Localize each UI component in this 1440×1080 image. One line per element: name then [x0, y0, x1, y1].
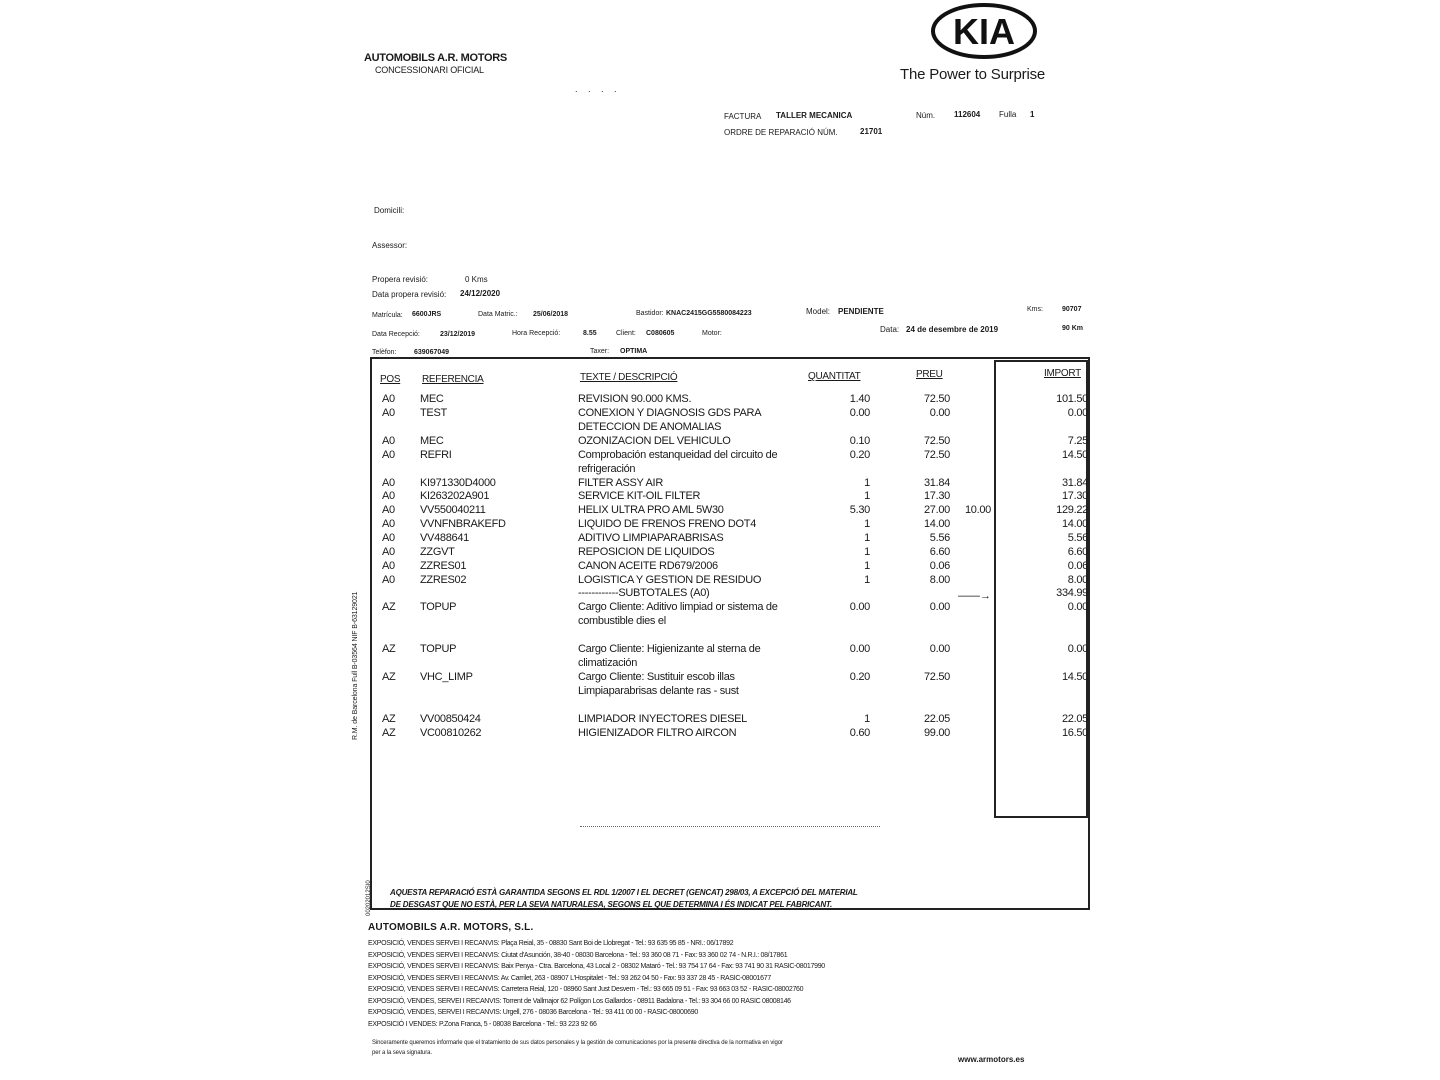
privacy-note-2: per a la seva signatura.	[372, 1050, 432, 1056]
kia-logo-icon	[930, 2, 1038, 60]
order-value: 21701	[860, 127, 883, 136]
row-description: CONEXION Y DIAGNOSIS GDS PARA DETECCION DE ANOMALIAS	[578, 407, 761, 433]
client-label: Client:	[616, 330, 636, 337]
header-import: IMPORT	[1044, 368, 1081, 379]
header-description: TEXTE / DESCRIPCIÓ	[580, 372, 678, 383]
row-pos: A0	[382, 518, 395, 530]
row-description: Cargo Cliente: Aditivo limpiad or sistema de combustible dies el	[578, 601, 778, 627]
row-reference: ZZGVT	[420, 546, 455, 558]
row-price: 17.30	[923, 490, 950, 502]
row-quantity: 0.00	[849, 601, 870, 613]
row-import: 8.00	[1067, 574, 1088, 586]
row-price: 0.00	[929, 407, 950, 419]
order-label: ORDRE DE REPARACIÓ NÚM.	[724, 128, 838, 137]
row-quantity: 1	[864, 546, 870, 558]
address-label: Domicili:	[374, 206, 405, 215]
footer-address-line: EXPOSICIÓ, VENDES SERVEI I RECANVIS: Carretera Reial, 120 - 08960 Sant Just Desvern - Tel.: 93 665 09 51 - Fax: 93 663 03 52 - RASIC-08002760	[368, 986, 804, 993]
plate-value: 6600JRS	[412, 311, 442, 318]
invoice-type-label: FACTURA	[724, 112, 762, 121]
row-quantity: 0.60	[849, 727, 870, 739]
reception-date-value: 23/12/2019	[440, 331, 476, 338]
reception-time-value: 8.55	[583, 330, 597, 337]
header-reference: REFERENCIA	[422, 374, 484, 385]
advisor-label: Assessor:	[372, 241, 408, 250]
row-description: Comprobación estanqueidad del circuito de refrigeración	[578, 449, 778, 475]
row-price: 99.00	[923, 727, 950, 739]
row-reference: VV550040211	[420, 504, 486, 516]
row-quantity: 0.20	[849, 449, 870, 461]
row-reference: TOPUP	[420, 643, 457, 655]
row-quantity: 1	[864, 560, 870, 572]
row-pos: A0	[382, 560, 395, 572]
row-price: 27.00	[923, 504, 950, 516]
privacy-note-1: Sinceramente queremos informarle que el tratamiento de sus datos personales y la gestión de comunicaciones por la presente directiva de la normativa en vigor	[372, 1040, 783, 1046]
row-quantity: 1	[864, 518, 870, 530]
row-description: REVISION 90.000 KMS.	[578, 393, 692, 405]
next-revision-km-value: 0 Kms	[465, 275, 488, 284]
row-quantity: 1	[864, 477, 870, 489]
row-description: CANON ACEITE RD679/2006	[578, 560, 718, 572]
header-dots: . . . .	[575, 84, 621, 94]
side-code: 00202012SI0	[366, 880, 372, 916]
registry-info: R.M. de Barcelona Full B-03564 NIF B-63129021	[352, 591, 359, 740]
row-reference: ZZRES01	[420, 560, 467, 572]
registration-date-value: 25/06/2018	[533, 311, 569, 318]
row-quantity: 1	[864, 713, 870, 725]
row-price: 31.84	[923, 477, 950, 489]
row-description: OZONIZACION DEL VEHICULO	[578, 435, 731, 447]
client-value: C080605	[646, 330, 675, 337]
footer-address-line: EXPOSICIÓ, VENDES SERVEI I RECANVIS: Baix Penya - Ctra. Barcelona, 43 Local 2 - 08302 Mataró - Tel.: 93 754 17 64 - Fax: 93 741 90 31 RASIC-08017990	[368, 963, 825, 970]
row-discount: 10.00	[964, 504, 991, 516]
row-quantity: 0.00	[849, 643, 870, 655]
taxer-value: OPTIMA	[620, 348, 648, 355]
row-quantity: 1	[864, 490, 870, 502]
row-pos: A0	[382, 393, 395, 405]
row-import: 0.00	[1067, 601, 1088, 613]
row-reference: KI971330D4000	[420, 477, 496, 489]
row-price: 0.06	[929, 560, 950, 572]
row-pos: AZ	[382, 643, 396, 655]
row-reference: VV00850424	[420, 713, 481, 725]
km-value: 90707	[1062, 306, 1082, 313]
row-price: 5.56	[929, 532, 950, 544]
reception-date-label: Data Recepció:	[372, 331, 420, 338]
subtotal-arrow-icon: ——→	[958, 590, 991, 602]
row-quantity: 0.00	[849, 407, 870, 419]
reception-time-label: Hora Recepció:	[512, 330, 561, 337]
invoice-number-value: 112604	[954, 110, 981, 119]
model-label: Model:	[806, 307, 831, 316]
row-import: 334.99	[1056, 587, 1088, 599]
guarantee-line-1: AQUESTA REPARACIÓ ESTÀ GARANTIDA SEGONS EL RDL 1/2007 I EL DECRET (GENCAT) 298/03, A EXCEPCIÓ DEL MATERIAL	[390, 888, 858, 897]
invoice-number-label: Núm.	[916, 111, 936, 120]
website-link[interactable]: www.armotors.es	[958, 1055, 1025, 1064]
row-description: ------------SUBTOTALES (A0)	[578, 587, 710, 599]
row-quantity: 1.40	[849, 393, 870, 405]
row-reference: VV488641	[420, 532, 469, 544]
phone-value: 639067049	[414, 349, 450, 356]
invoice-date-label: Data:	[880, 325, 900, 334]
footer-address-line: EXPOSICIÓ I VENDES: P.Zona Franca, 5 - 08038 Barcelona - Tel.: 93 223 92 66	[368, 1020, 597, 1028]
header-quantity: QUANTITAT	[808, 371, 861, 382]
row-pos: A0	[382, 407, 395, 419]
row-reference: TEST	[420, 407, 447, 419]
row-pos: AZ	[382, 713, 396, 725]
row-price: 0.00	[929, 643, 950, 655]
row-price: 72.50	[923, 393, 950, 405]
row-description: LIQUIDO DE FRENOS FRENO DOT4	[578, 518, 757, 530]
row-import: 6.60	[1067, 546, 1088, 558]
row-reference: VVNFNBRAKEFD	[420, 518, 506, 530]
row-import: 129.22	[1056, 504, 1088, 516]
row-price: 14.00	[923, 518, 950, 530]
row-description: LOGISTICA Y GESTION DE RESIDUO	[578, 574, 762, 586]
row-import: 14.50	[1061, 671, 1088, 683]
row-pos: A0	[382, 435, 395, 447]
registration-date-label: Data Matric.:	[478, 311, 518, 318]
row-import: 0.00	[1067, 407, 1088, 419]
row-pos: AZ	[382, 671, 396, 683]
next-revision-km-label: Propera revisió:	[372, 275, 429, 284]
row-quantity: 0.10	[849, 435, 870, 447]
vin-label: Bastidor:	[636, 310, 664, 317]
row-pos: A0	[382, 449, 395, 461]
row-reference: KI263202A901	[420, 490, 490, 502]
row-pos: A0	[382, 504, 395, 516]
taxer-label: Taxer:	[590, 348, 610, 355]
kia-logo-text: KIA	[953, 11, 1015, 52]
row-reference: REFRI	[420, 449, 452, 461]
row-price: 72.50	[923, 671, 950, 683]
row-quantity: 5.30	[849, 504, 870, 516]
km-label: Kms:	[1027, 306, 1043, 313]
row-pos: AZ	[382, 727, 396, 739]
footer-company: AUTOMOBILS A.R. MOTORS, S.L.	[368, 922, 534, 933]
invoice-page-label: Fulla	[999, 110, 1017, 119]
guarantee-line-2: DE DESGAST QUE NO ESTÀ, PER LA SEVA NATURALESA, SEGONS EL QUE DETERMINA I ÉS INDICAT PEL FABRICANT.	[390, 900, 833, 909]
row-import: 101.50	[1056, 393, 1088, 405]
next-revision-date-label: Data propera revisió:	[372, 290, 447, 299]
row-description: SERVICE KIT-OIL FILTER	[578, 490, 701, 502]
next-revision-date-value: 24/12/2020	[460, 289, 501, 298]
company-name: AUTOMOBILS A.R. MOTORS	[364, 52, 507, 64]
invoice-date-value: 24 de desembre de 2019	[906, 325, 999, 334]
table-dotted-line	[580, 826, 880, 827]
footer-address-line: EXPOSICIÓ, VENDES, SERVEI I RECANVIS: Urgell, 276 - 08036 Barcelona - Tel.: 93 411 00 00 - RASIC-08000690	[368, 1009, 698, 1016]
row-import: 14.00	[1061, 518, 1088, 530]
row-price: 72.50	[923, 449, 950, 461]
phone-label: Telèfon:	[372, 349, 397, 356]
row-description: LIMPIADOR INYECTORES DIESEL	[578, 713, 747, 725]
row-reference: ZZRES02	[420, 574, 467, 586]
row-description: REPOSICION DE LIQUIDOS	[578, 546, 715, 558]
row-quantity: 1	[864, 532, 870, 544]
invoice-page-value: 1	[1030, 110, 1035, 119]
row-pos: AZ	[382, 601, 396, 613]
company-subtitle: CONCESSIONARI OFICIAL	[375, 65, 484, 75]
row-description: HELIX ULTRA PRO AML 5W30	[578, 504, 724, 516]
row-price: 0.00	[929, 601, 950, 613]
row-import: 0.06	[1067, 560, 1088, 572]
footer-address-line: EXPOSICIÓ, VENDES SERVEI I RECANVIS: Ciutat d'Asunción, 38-40 - 08030 Barcelona - Tel.: 93 360 08 71 - Fax: 93 360 02 74 - N.R.I.: 08/17861	[368, 951, 788, 959]
row-description: Cargo Cliente: Sustituir escob illas Limpiaparabrisas delante ras - sust	[578, 671, 739, 697]
row-import: 22.05	[1061, 713, 1088, 725]
row-pos: A0	[382, 532, 395, 544]
header-price: PREU	[916, 369, 943, 380]
model-value: PENDIENTE	[838, 307, 884, 316]
row-pos: A0	[382, 574, 395, 586]
row-pos: A0	[382, 546, 395, 558]
invoice-type-value: TALLER MECANICA	[776, 111, 853, 120]
slogan: The Power to Surprise	[900, 66, 1046, 83]
row-description: FILTER ASSY AIR	[578, 477, 663, 489]
footer-address-line: EXPOSICIÓ, VENDES SERVEI I RECANVIS: Av. Carrilet, 263 - 08907 L'Hospitalet - Tel.: 93 262 04 50 - Fax: 93 337 28 45 - RASIC-08001677	[368, 974, 771, 982]
row-import: 31.84	[1061, 477, 1088, 489]
header-pos: POS	[380, 374, 401, 385]
row-import: 5.56	[1067, 532, 1088, 544]
row-pos: A0	[382, 477, 395, 489]
row-import: 7.25	[1067, 435, 1088, 447]
row-quantity: 0.20	[849, 671, 870, 683]
vin-value: KNAC2415GG5580084223	[666, 310, 752, 317]
row-description: HIGIENIZADOR FILTRO AIRCON	[578, 727, 737, 739]
row-reference: TOPUP	[420, 601, 457, 613]
plate-label: Matrícula:	[372, 312, 403, 319]
footer-address-line: EXPOSICIÓ, VENDES, SERVEI I RECANVIS: Torrent de Vallmajor 62 Polígon Los Gallardos - 08911 Badalona - Tel.: 93 304 66 00 RASIC 08008146	[368, 997, 791, 1005]
motor-label: Motor:	[702, 330, 722, 337]
row-reference: MEC	[420, 393, 444, 405]
row-reference: VHC_LIMP	[420, 671, 473, 683]
row-price: 8.00	[929, 574, 950, 586]
row-price: 6.60	[929, 546, 950, 558]
row-import: 14.50	[1061, 449, 1088, 461]
row-import: 0.00	[1067, 643, 1088, 655]
row-reference: VC00810262	[420, 727, 482, 739]
row-import: 17.30	[1061, 490, 1088, 502]
footer-address-line: EXPOSICIÓ, VENDES SERVEI I RECANVIS: Plaça Reial, 35 - 08830 Sant Boi de Llobregat - Tel.: 93 635 95 85 - NRI.: 06/17892	[368, 940, 734, 947]
row-price: 72.50	[923, 435, 950, 447]
row-price: 22.05	[923, 713, 950, 725]
row-quantity: 1	[864, 574, 870, 586]
row-pos: A0	[382, 490, 395, 502]
row-description: Cargo Cliente: Higienizante al sterna de climatización	[578, 643, 761, 669]
km-value-secondary: 90 Km	[1062, 325, 1084, 332]
row-description: ADITIVO LIMPIAPARABRISAS	[578, 532, 724, 544]
row-reference: MEC	[420, 435, 444, 447]
row-import: 16.50	[1061, 727, 1088, 739]
